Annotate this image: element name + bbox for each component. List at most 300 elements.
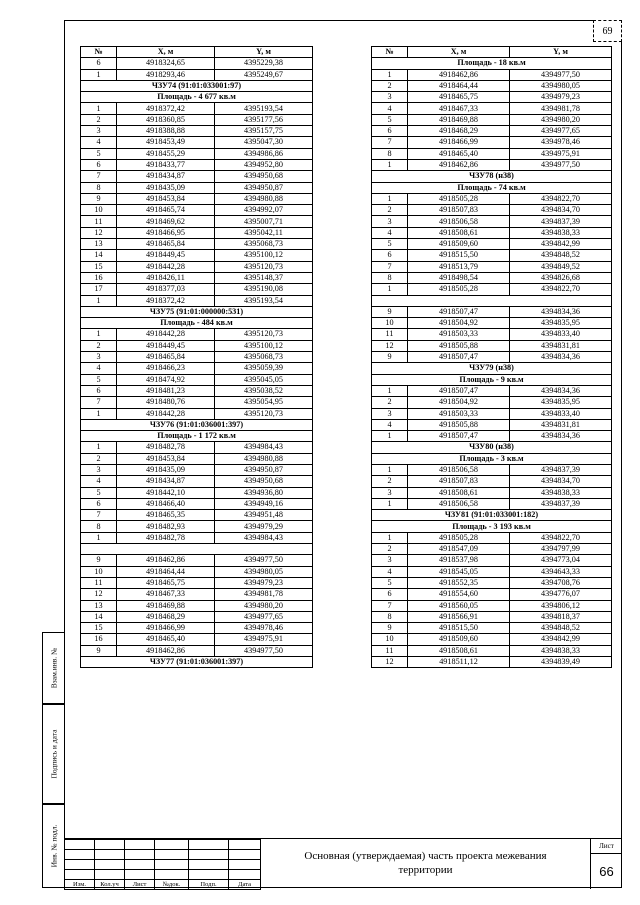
cell-y: 4395120,73 [215,329,313,340]
cell-number: 5 [81,148,117,159]
cell-number: 7 [372,137,408,148]
cell-number: 9 [81,193,117,204]
cell-x: 4918554,60 [408,589,510,600]
cell-x: 4918482,93 [117,521,215,532]
table-row [372,431,612,442]
table-row [81,58,313,69]
cell-y: 4395100,12 [215,340,313,351]
cell-y: 4394708,76 [510,577,612,588]
cell-y: 4395007,71 [215,216,313,227]
table-row [81,137,313,148]
cell-y: 4395193,54 [215,295,313,306]
empty-cell [372,295,612,306]
table-row [372,419,612,430]
cell-x: 4918466,99 [408,137,510,148]
cell-number: 1 [81,329,117,340]
section-row [81,80,313,91]
cell-y: 4394834,36 [510,385,612,396]
cell-x: 4918468,29 [408,126,510,137]
cell-y: 4394834,70 [510,205,612,216]
cell-number: 5 [372,577,408,588]
cell-number: 4 [372,419,408,430]
table-row [81,498,313,509]
cell-number: 15 [81,623,117,634]
cell-number: 5 [81,374,117,385]
cell-y: 4394776,07 [510,589,612,600]
cell-y: 4394980,05 [510,80,612,91]
cell-x: 4918377,03 [117,284,215,295]
cell-y: 4394950,68 [215,476,313,487]
cell-number: 1 [372,498,408,509]
empty-row [372,295,612,306]
cell-x: 4918560,05 [408,600,510,611]
cell-x: 4918293,46 [117,69,215,80]
table-row [372,532,612,543]
table-row [81,329,313,340]
section-row [81,92,313,103]
cell-y: 4395157,75 [215,126,313,137]
cell-x: 4918552,35 [408,577,510,588]
section-label: Площадь - 3 кв.м [372,453,612,464]
cell-x: 4918360,85 [117,114,215,125]
cell-x: 4918465,84 [117,352,215,363]
table-row [372,352,612,363]
table-row [81,510,313,521]
cell-y: 4394980,20 [215,600,313,611]
cell-y: 4394822,70 [510,193,612,204]
table-row [81,239,313,250]
cell-y: 4394837,39 [510,498,612,509]
cell-y: 4394818,37 [510,611,612,622]
table-row [372,205,612,216]
cell-y: 4395042,11 [215,227,313,238]
table-row [81,487,313,498]
cell-number: 3 [81,464,117,475]
table-row [81,193,313,204]
cell-number: 9 [372,623,408,634]
cell-number: 1 [372,284,408,295]
table-row [81,385,313,396]
cell-y: 4394949,16 [215,498,313,509]
section-row [81,419,313,430]
table-row [372,623,612,634]
cell-number: 4 [81,363,117,374]
cell-x: 4918507,47 [408,352,510,363]
cell-x: 4918442,28 [117,261,215,272]
cell-y: 4394984,43 [215,532,313,543]
header-number: № [372,47,408,58]
cell-number: 8 [372,148,408,159]
cell-y: 4394773,04 [510,555,612,566]
table-row [372,114,612,125]
table-row [372,284,612,295]
cell-y: 4395249,67 [215,69,313,80]
table-row [81,148,313,159]
side-label-original-inv [42,804,64,888]
table-row [81,397,313,408]
cell-number: 2 [81,453,117,464]
cell-number: 2 [372,205,408,216]
cell-number: 10 [81,205,117,216]
section-row [372,58,612,69]
cell-number: 6 [81,58,117,69]
table-row [372,385,612,396]
table-row [81,261,313,272]
table-row [81,600,313,611]
cell-number: 1 [81,295,117,306]
table-row [81,645,313,656]
cell-number: 16 [81,634,117,645]
cell-y: 4394977,65 [215,611,313,622]
cell-y: 4394842,99 [510,239,612,250]
cell-x: 4918372,42 [117,103,215,114]
table-row [81,250,313,261]
side-label-text: Взам.инв. № [49,647,58,689]
cell-y: 4394951,48 [215,510,313,521]
title-block-grid [64,839,261,890]
side-label-text: Подпись и дата [49,729,58,779]
cell-y: 4394980,88 [215,193,313,204]
cell-y: 4394981,78 [510,103,612,114]
table-row [372,329,612,340]
cell-number: 14 [81,250,117,261]
table-body [372,58,612,668]
section-label: Площадь - 4 677 кв.м [81,92,313,103]
cell-y: 4394979,29 [215,521,313,532]
section-label: ЧЗУ76 (91:01:036001:397) [81,419,313,430]
section-row [372,453,612,464]
cell-x: 4918465,35 [117,510,215,521]
cell-x: 4918566,91 [408,611,510,622]
cell-number: 1 [372,69,408,80]
section-label: ЧЗУ75 (91:01:000000:531) [81,306,313,317]
cell-number: 9 [81,555,117,566]
tb-header-date: Дата [229,880,261,890]
table-row [372,69,612,80]
table-row [372,272,612,283]
cell-y: 4394833,40 [510,329,612,340]
cell-y: 4394822,70 [510,284,612,295]
table-row [372,148,612,159]
cell-number: 15 [81,261,117,272]
table-row [81,171,313,182]
cell-y: 4394978,46 [215,623,313,634]
table-row [81,227,313,238]
cell-x: 4918505,28 [408,532,510,543]
cell-x: 4918465,40 [117,634,215,645]
cell-y: 4394848,52 [510,623,612,634]
cell-x: 4918482,78 [117,532,215,543]
cell-x: 4918505,28 [408,193,510,204]
cell-x: 4918545,05 [408,566,510,577]
table-row [81,363,313,374]
cell-x: 4918504,92 [408,318,510,329]
cell-y: 4394835,95 [510,397,612,408]
table-header [372,47,612,58]
cell-x: 4918515,50 [408,250,510,261]
table-row [372,216,612,227]
cell-y: 4394980,20 [510,114,612,125]
table-row [372,611,612,622]
sheet-box [590,839,622,889]
cell-number: 10 [81,566,117,577]
cell-x: 4918503,33 [408,329,510,340]
table-row [81,374,313,385]
table-row [372,92,612,103]
cell-x: 4918465,40 [408,148,510,159]
cell-number: 17 [81,284,117,295]
sheet-label: Лист [591,839,622,854]
cell-number: 3 [372,487,408,498]
cell-x: 4918480,76 [117,397,215,408]
table-row [81,103,313,114]
cell-y: 4394952,80 [215,159,313,170]
table-row [372,137,612,148]
cell-y: 4395045,05 [215,374,313,385]
cell-x: 4918498,54 [408,272,510,283]
cell-x: 4918507,47 [408,431,510,442]
cell-number: 1 [372,431,408,442]
cell-x: 4918465,84 [117,239,215,250]
cell-number: 11 [81,577,117,588]
cell-x: 4918435,09 [117,464,215,475]
cell-x: 4918505,88 [408,340,510,351]
cell-x: 4918453,84 [117,193,215,204]
cell-number: 1 [372,385,408,396]
cell-number: 6 [81,159,117,170]
cell-number: 2 [372,397,408,408]
cell-x: 4918508,61 [408,645,510,656]
coordinates-table-left [80,46,313,668]
table-row [81,295,313,306]
cell-y: 4394831,81 [510,419,612,430]
cell-y: 4394992,07 [215,205,313,216]
cell-x: 4918464,44 [117,566,215,577]
cell-x: 4918506,58 [408,464,510,475]
cell-number: 1 [81,442,117,453]
cell-x: 4918506,58 [408,498,510,509]
table-row [81,272,313,283]
cell-number: 6 [372,250,408,261]
table-row [81,114,313,125]
header-number: № [81,47,117,58]
cell-x: 4918372,42 [117,295,215,306]
section-row [372,182,612,193]
cell-number: 4 [81,476,117,487]
cell-y: 4394835,95 [510,318,612,329]
cell-x: 4918508,61 [408,487,510,498]
table-row [81,611,313,622]
header-x: X, м [117,47,215,58]
cell-x: 4918453,49 [117,137,215,148]
cell-number: 13 [81,239,117,250]
cell-number: 8 [372,272,408,283]
table-row [372,318,612,329]
table-row [81,464,313,475]
cell-y: 4394834,36 [510,352,612,363]
cell-x: 4918433,77 [117,159,215,170]
document-title: Основная (утверждаемая) часть проекта межевания территории [260,839,590,889]
cell-number: 2 [372,544,408,555]
cell-x: 4918482,78 [117,442,215,453]
header-y: Y, м [510,47,612,58]
cell-x: 4918509,60 [408,634,510,645]
section-label: Площадь - 3 193 кв.м [372,521,612,532]
cell-x: 4918467,33 [117,589,215,600]
cell-y: 4394849,52 [510,261,612,272]
cell-x: 4918468,29 [117,611,215,622]
cell-number: 1 [372,532,408,543]
table-row [81,159,313,170]
section-row [81,657,313,668]
cell-x: 4918462,86 [117,555,215,566]
cell-y: 4394838,33 [510,645,612,656]
cell-number: 7 [81,397,117,408]
cell-y: 4395190,08 [215,284,313,295]
cell-y: 4394806,12 [510,600,612,611]
cell-number: 6 [372,126,408,137]
cell-x: 4918469,88 [408,114,510,125]
cell-number: 4 [81,137,117,148]
cell-x: 4918508,61 [408,227,510,238]
cell-number: 6 [81,498,117,509]
cell-x: 4918504,92 [408,397,510,408]
cell-number: 7 [81,171,117,182]
cell-y: 4395193,54 [215,103,313,114]
empty-cell [81,544,313,555]
cell-number: 12 [81,589,117,600]
cell-y: 4394822,70 [510,532,612,543]
table-row [81,340,313,351]
cell-y: 4394834,36 [510,306,612,317]
table-row [81,521,313,532]
table-row [372,408,612,419]
sheet-number: 66 [599,864,614,879]
cell-x: 4918469,62 [117,216,215,227]
table-row [372,464,612,475]
table-row [372,498,612,509]
cell-y: 4395054,95 [215,397,313,408]
cell-x: 4918442,28 [117,408,215,419]
cell-number: 3 [372,408,408,419]
cell-y: 4394837,39 [510,216,612,227]
cell-number: 10 [372,634,408,645]
cell-y: 4394826,68 [510,272,612,283]
section-row [81,318,313,329]
cell-x: 4918513,79 [408,261,510,272]
cell-number: 6 [81,385,117,396]
table-row [372,261,612,272]
table-row [81,589,313,600]
cell-x: 4918466,23 [117,363,215,374]
cell-x: 4918464,44 [408,80,510,91]
table-row [81,69,313,80]
header-y: Y, м [215,47,313,58]
section-label: ЧЗУ74 (91:01:033001:97) [81,80,313,91]
cell-y: 4394797,99 [510,544,612,555]
cell-y: 4395120,73 [215,261,313,272]
side-label-text: Инв. № подл. [49,824,58,868]
cell-x: 4918426,11 [117,272,215,283]
cell-number: 4 [372,566,408,577]
table-row [81,182,313,193]
cell-y: 4394986,86 [215,148,313,159]
table-row [372,487,612,498]
cell-number: 8 [81,521,117,532]
table-row [81,408,313,419]
cell-y: 4394979,23 [510,92,612,103]
cell-number: 1 [372,159,408,170]
table-row [372,250,612,261]
cell-y: 4395100,12 [215,250,313,261]
cell-number: 5 [372,114,408,125]
table-row [372,227,612,238]
section-row [372,442,612,453]
section-label: ЧЗУ81 (91:01:033001:182) [372,510,612,521]
cell-y: 4395038,52 [215,385,313,396]
cell-x: 4918467,33 [408,103,510,114]
header-x: X, м [408,47,510,58]
table-row [372,193,612,204]
cell-y: 4394977,65 [510,126,612,137]
cell-y: 4394977,50 [510,159,612,170]
cell-x: 4918537,98 [408,555,510,566]
cell-number: 5 [372,239,408,250]
cell-y: 4394950,87 [215,464,313,475]
cell-x: 4918507,47 [408,385,510,396]
cell-y: 4395059,39 [215,363,313,374]
cell-y: 4395120,73 [215,408,313,419]
cell-y: 4394950,68 [215,171,313,182]
table-row [81,476,313,487]
table-row [372,126,612,137]
table-row [81,634,313,645]
cell-x: 4918435,09 [117,182,215,193]
cell-number: 4 [372,227,408,238]
cell-x: 4918453,84 [117,453,215,464]
table-row [372,476,612,487]
cell-y: 4395177,56 [215,114,313,125]
cell-number: 1 [81,103,117,114]
section-row [372,363,612,374]
cell-number: 3 [372,216,408,227]
table-row [81,205,313,216]
cell-number: 11 [372,645,408,656]
cell-y: 4394834,36 [510,431,612,442]
cell-number: 8 [81,182,117,193]
cell-y: 4394833,40 [510,408,612,419]
tb-header-doc: №док. [155,880,189,890]
section-label: ЧЗУ77 (91:01:036001:397) [81,657,313,668]
table-row [372,589,612,600]
cell-number: 14 [81,611,117,622]
cell-x: 4918469,88 [117,600,215,611]
cell-x: 4918466,40 [117,498,215,509]
section-row [81,431,313,442]
cell-number: 1 [81,532,117,543]
section-label: Площадь - 1 172 кв.м [81,431,313,442]
cell-x: 4918507,47 [408,306,510,317]
cell-x: 4918462,86 [117,645,215,656]
cell-x: 4918481,23 [117,385,215,396]
cell-number: 7 [372,600,408,611]
cell-number: 3 [81,126,117,137]
cell-number: 7 [81,510,117,521]
table-row [81,453,313,464]
cell-x: 4918515,50 [408,623,510,634]
cell-y: 4394837,39 [510,464,612,475]
table-row [81,577,313,588]
